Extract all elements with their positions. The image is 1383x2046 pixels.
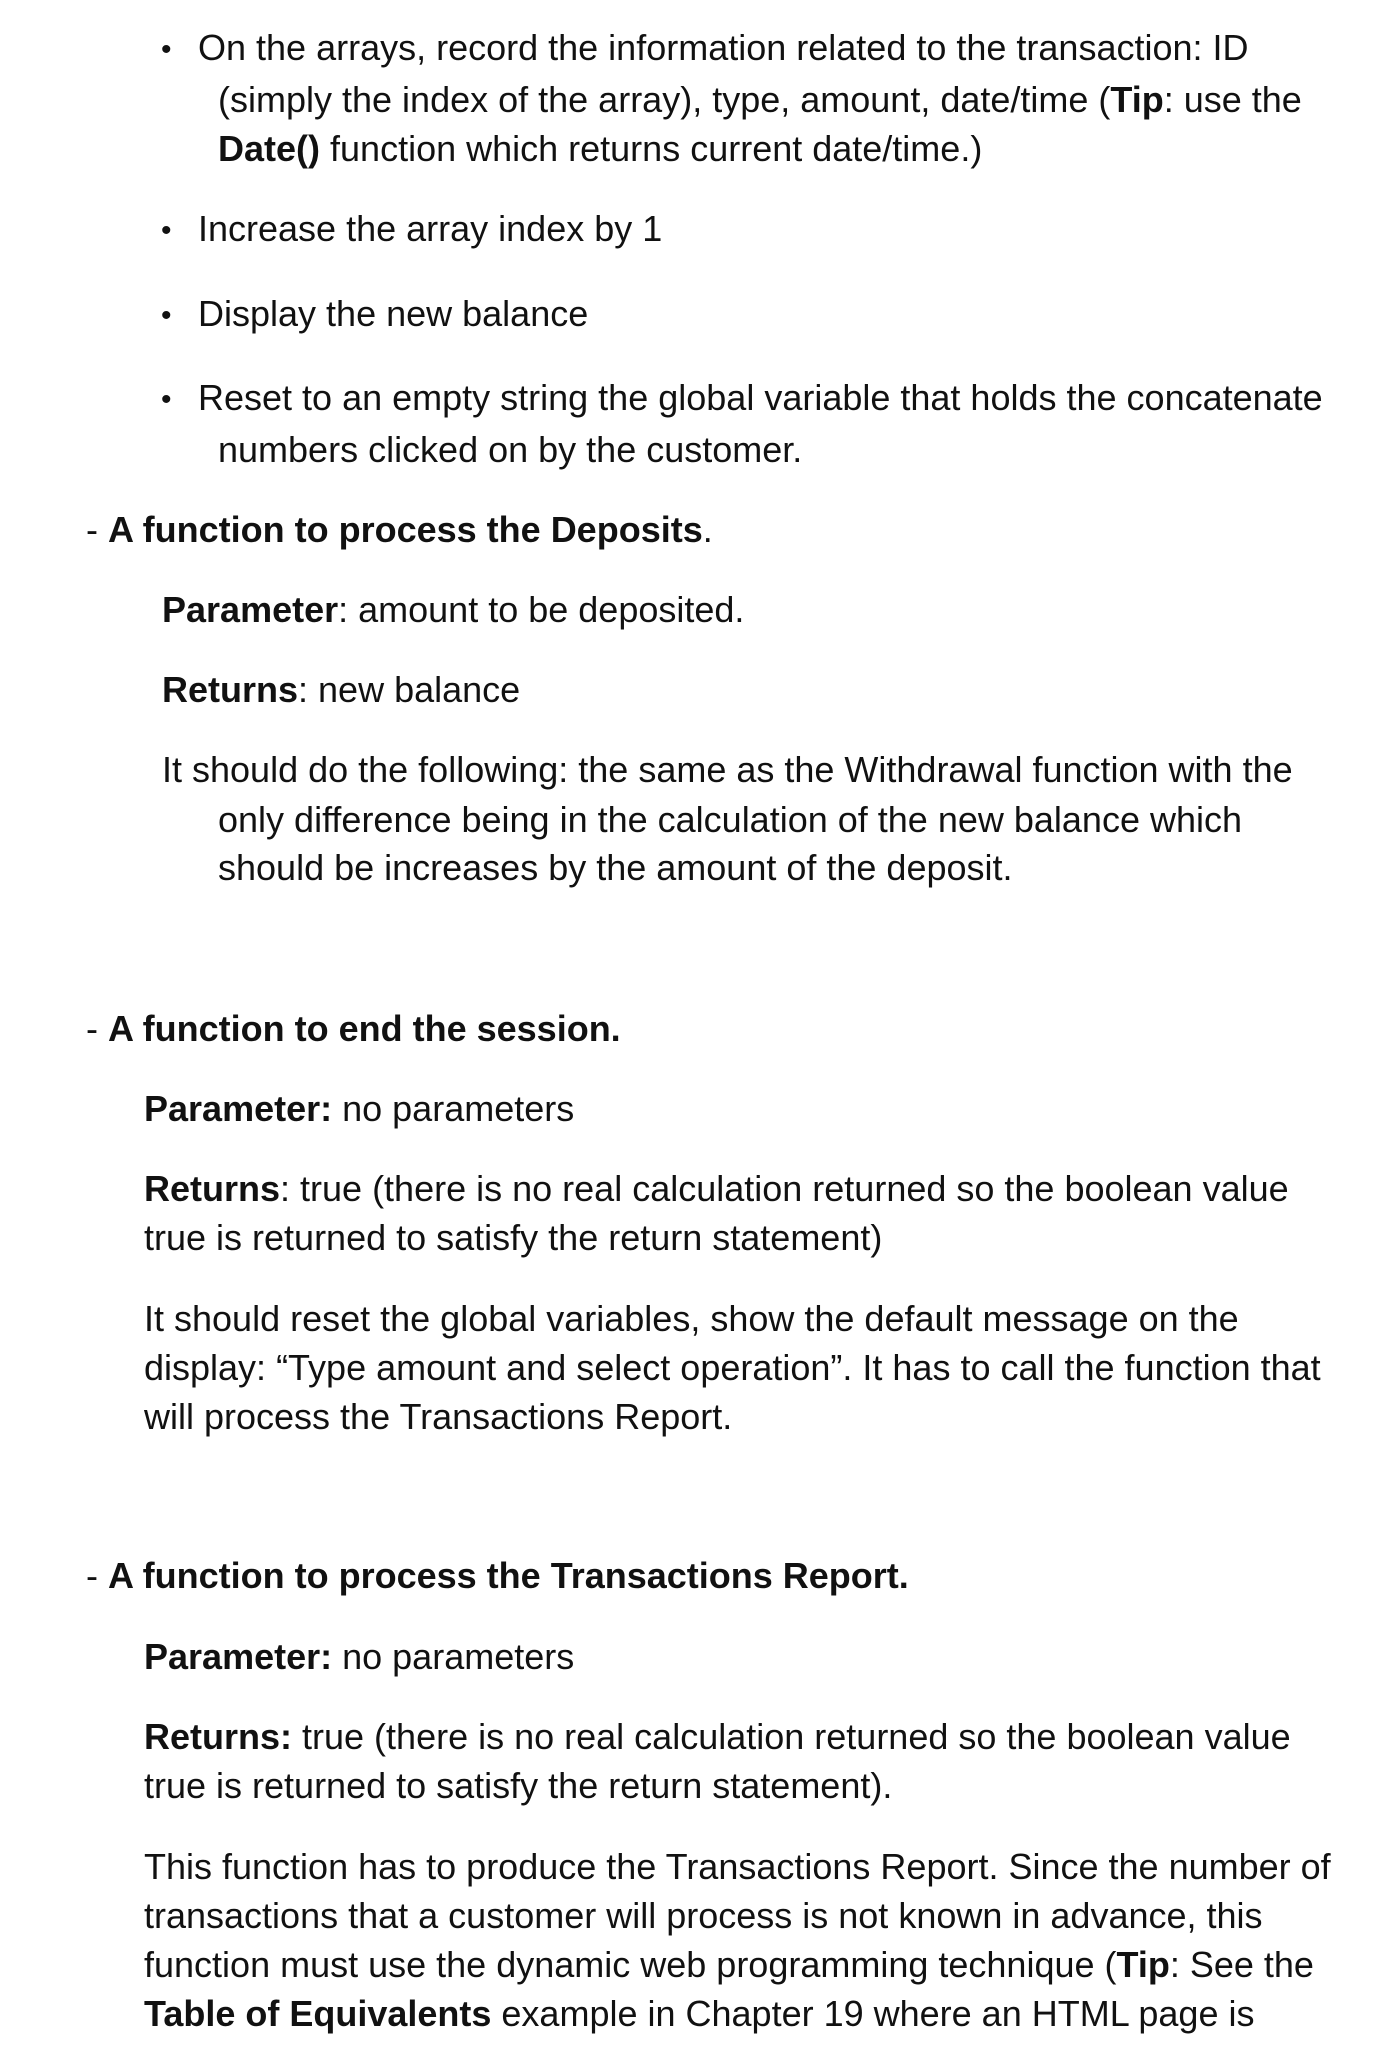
- deposits-returns: Returns: new balance: [162, 669, 521, 710]
- report-desc-line-4: Table of Equivalents example in Chapter 19 where an HTML page is: [144, 1993, 1255, 2034]
- end-session-desc-line-2: display: “Type amount and select operation”. It has to call the function that: [144, 1347, 1321, 1388]
- end-session-desc-line-3: will process the Transactions Report.: [144, 1396, 733, 1437]
- end-session-returns-line-2: true is returned to satisfy the return statement): [144, 1217, 883, 1258]
- bullet-1-line-2: (simply the index of the array), type, amount, date/time (Tip: use the: [218, 79, 1302, 120]
- bullet-marker: •: [161, 299, 172, 332]
- report-parameter: Parameter: no parameters: [144, 1636, 575, 1677]
- deposits-heading: - A function to process the Deposits.: [86, 509, 713, 550]
- end-session-heading: - A function to end the session.: [86, 1008, 621, 1049]
- report-heading: - A function to process the Transactions Report.: [86, 1555, 909, 1596]
- report-desc-line-3: function must use the dynamic web programming technique (Tip: See the: [144, 1944, 1314, 1985]
- deposits-desc-line-1: It should do the following: the same as the Withdrawal function with the: [162, 749, 1293, 790]
- report-returns-line-2: true is returned to satisfy the return statement).: [144, 1765, 893, 1806]
- deposits-desc-line-3: should be increases by the amount of the deposit.: [218, 847, 1013, 888]
- report-desc-line-1: This function has to produce the Transactions Report. Since the number of: [144, 1846, 1331, 1887]
- bullet-marker: •: [161, 214, 172, 247]
- bullet-1-line-3: Date() function which returns current date/time.): [218, 128, 983, 169]
- end-session-returns-line-1: Returns: true (there is no real calculation returned so the boolean value: [144, 1168, 1289, 1209]
- bullet-marker: •: [161, 33, 172, 66]
- report-desc-line-2: transactions that a customer will process is not known in advance, this: [144, 1895, 1263, 1936]
- bullet-4-line-1: Reset to an empty string the global variable that holds the concatenate: [198, 377, 1323, 418]
- report-returns-line-1: Returns: true (there is no real calculation returned so the boolean value: [144, 1716, 1291, 1757]
- bullet-marker: •: [161, 383, 172, 416]
- bullet-1-line-1: On the arrays, record the information related to the transaction: ID: [198, 27, 1249, 68]
- end-session-desc-line-1: It should reset the global variables, show the default message on the: [144, 1298, 1239, 1339]
- bullet-2-text: Increase the array index by 1: [198, 208, 663, 249]
- end-session-parameter: Parameter: no parameters: [144, 1088, 575, 1129]
- bullet-4-line-2: numbers clicked on by the customer.: [218, 429, 803, 470]
- bullet-3-text: Display the new balance: [198, 293, 589, 334]
- deposits-parameter: Parameter: amount to be deposited.: [162, 589, 745, 630]
- deposits-desc-line-2: only difference being in the calculation of the new balance which: [218, 799, 1243, 840]
